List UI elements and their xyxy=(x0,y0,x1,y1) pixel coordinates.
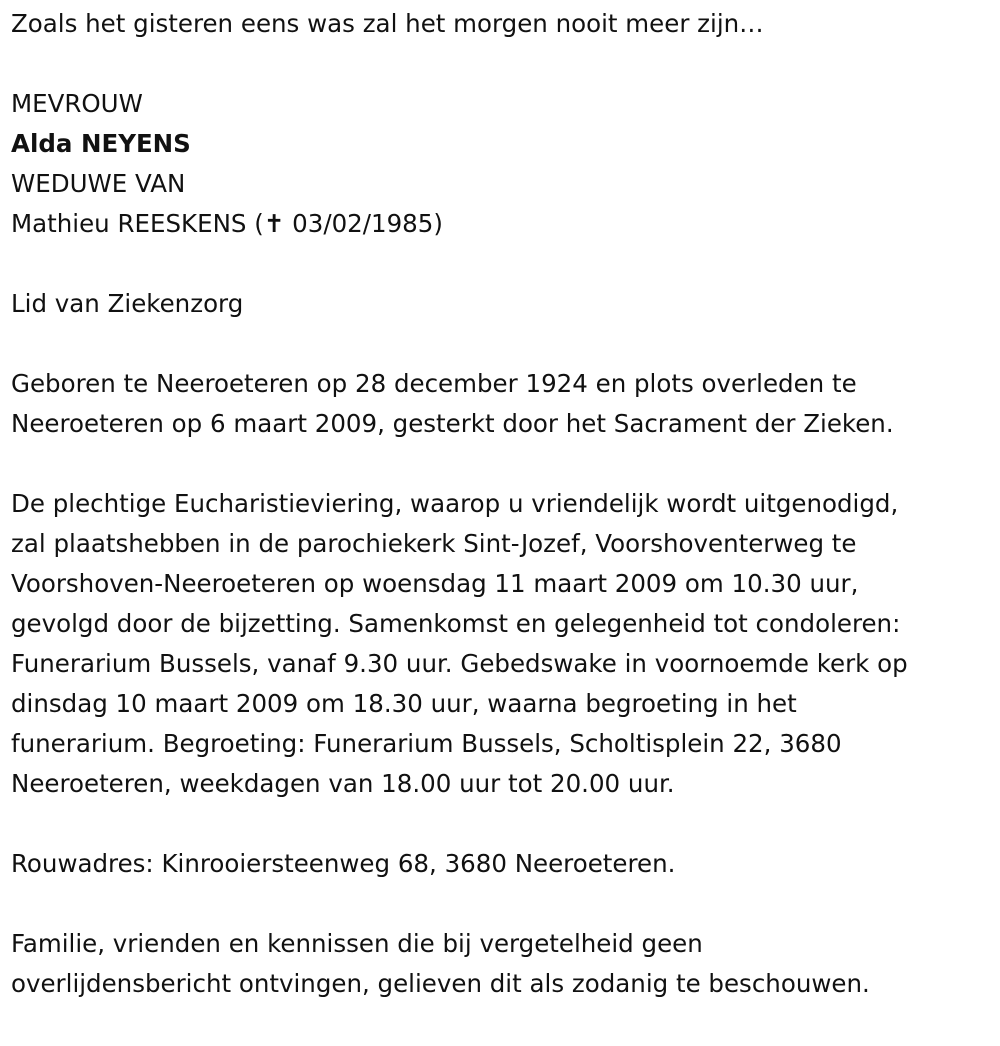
spacer xyxy=(11,444,991,484)
relation-label: WEDUWE VAN xyxy=(11,169,186,198)
paragraph-line: overlijdensbericht ontvingen, gelieven dit als zodanig te beschouwen. xyxy=(11,969,870,998)
honorific-title: MEVROUW xyxy=(11,89,143,118)
ceremony-paragraph xyxy=(11,484,991,804)
mourning-address: Rouwadres: Kinrooiersteenweg 68, 3680 Neeroeteren. xyxy=(11,849,676,878)
membership: Lid van Ziekenzorg xyxy=(11,289,244,318)
paragraph-line: De plechtige Eucharistieviering, waarop u vriendelijk wordt uitgenodigd, xyxy=(11,489,899,518)
paragraph-line: Neeroeteren op 6 maart 2009, gesterkt door het Sacrament der Zieken. xyxy=(11,409,894,438)
paragraph-line: funerarium. Begroeting: Funerarium Bussels, Scholtisplein 22, 3680 xyxy=(11,729,842,758)
paragraph-line: dinsdag 10 maart 2009 om 18.30 uur, waarna begroeting in het xyxy=(11,689,797,718)
closing-paragraph xyxy=(11,924,991,1004)
cross-icon: ✝ xyxy=(263,209,285,238)
spacer xyxy=(11,804,991,844)
paragraph-line: Geboren te Neeroeteren op 28 december 1924 en plots overleden te xyxy=(11,369,857,398)
birth-death-paragraph xyxy=(11,364,991,444)
paragraph-line: Voorshoven-Neeroeteren op woensdag 11 maart 2009 om 10.30 uur, xyxy=(11,569,859,598)
spacer xyxy=(11,44,991,84)
paragraph-line: zal plaatshebben in de parochiekerk Sint-Jozef, Voorshoventerweg te xyxy=(11,529,857,558)
spouse-line xyxy=(11,204,991,244)
spouse-name: Mathieu REESKENS xyxy=(11,209,247,238)
open-paren: ( xyxy=(254,209,264,238)
obituary-notice xyxy=(11,4,991,1004)
spacer xyxy=(11,244,991,284)
deceased-name: Alda NEYENS xyxy=(11,129,191,158)
motto: Zoals het gisteren eens was zal het morgen nooit meer zijn… xyxy=(11,9,764,38)
spacer xyxy=(11,884,991,924)
paragraph-line: gevolgd door de bijzetting. Samenkomst en gelegenheid tot condoleren: xyxy=(11,609,901,638)
paragraph-line: Neeroeteren, weekdagen van 18.00 uur tot 20.00 uur. xyxy=(11,769,675,798)
close-paren: ) xyxy=(433,209,443,238)
paragraph-line: Funerarium Bussels, vanaf 9.30 uur. Gebedswake in voornoemde kerk op xyxy=(11,649,908,678)
paragraph-line: Familie, vrienden en kennissen die bij vergetelheid geen xyxy=(11,929,703,958)
spacer xyxy=(11,324,991,364)
spouse-death-date: 03/02/1985 xyxy=(292,209,434,238)
